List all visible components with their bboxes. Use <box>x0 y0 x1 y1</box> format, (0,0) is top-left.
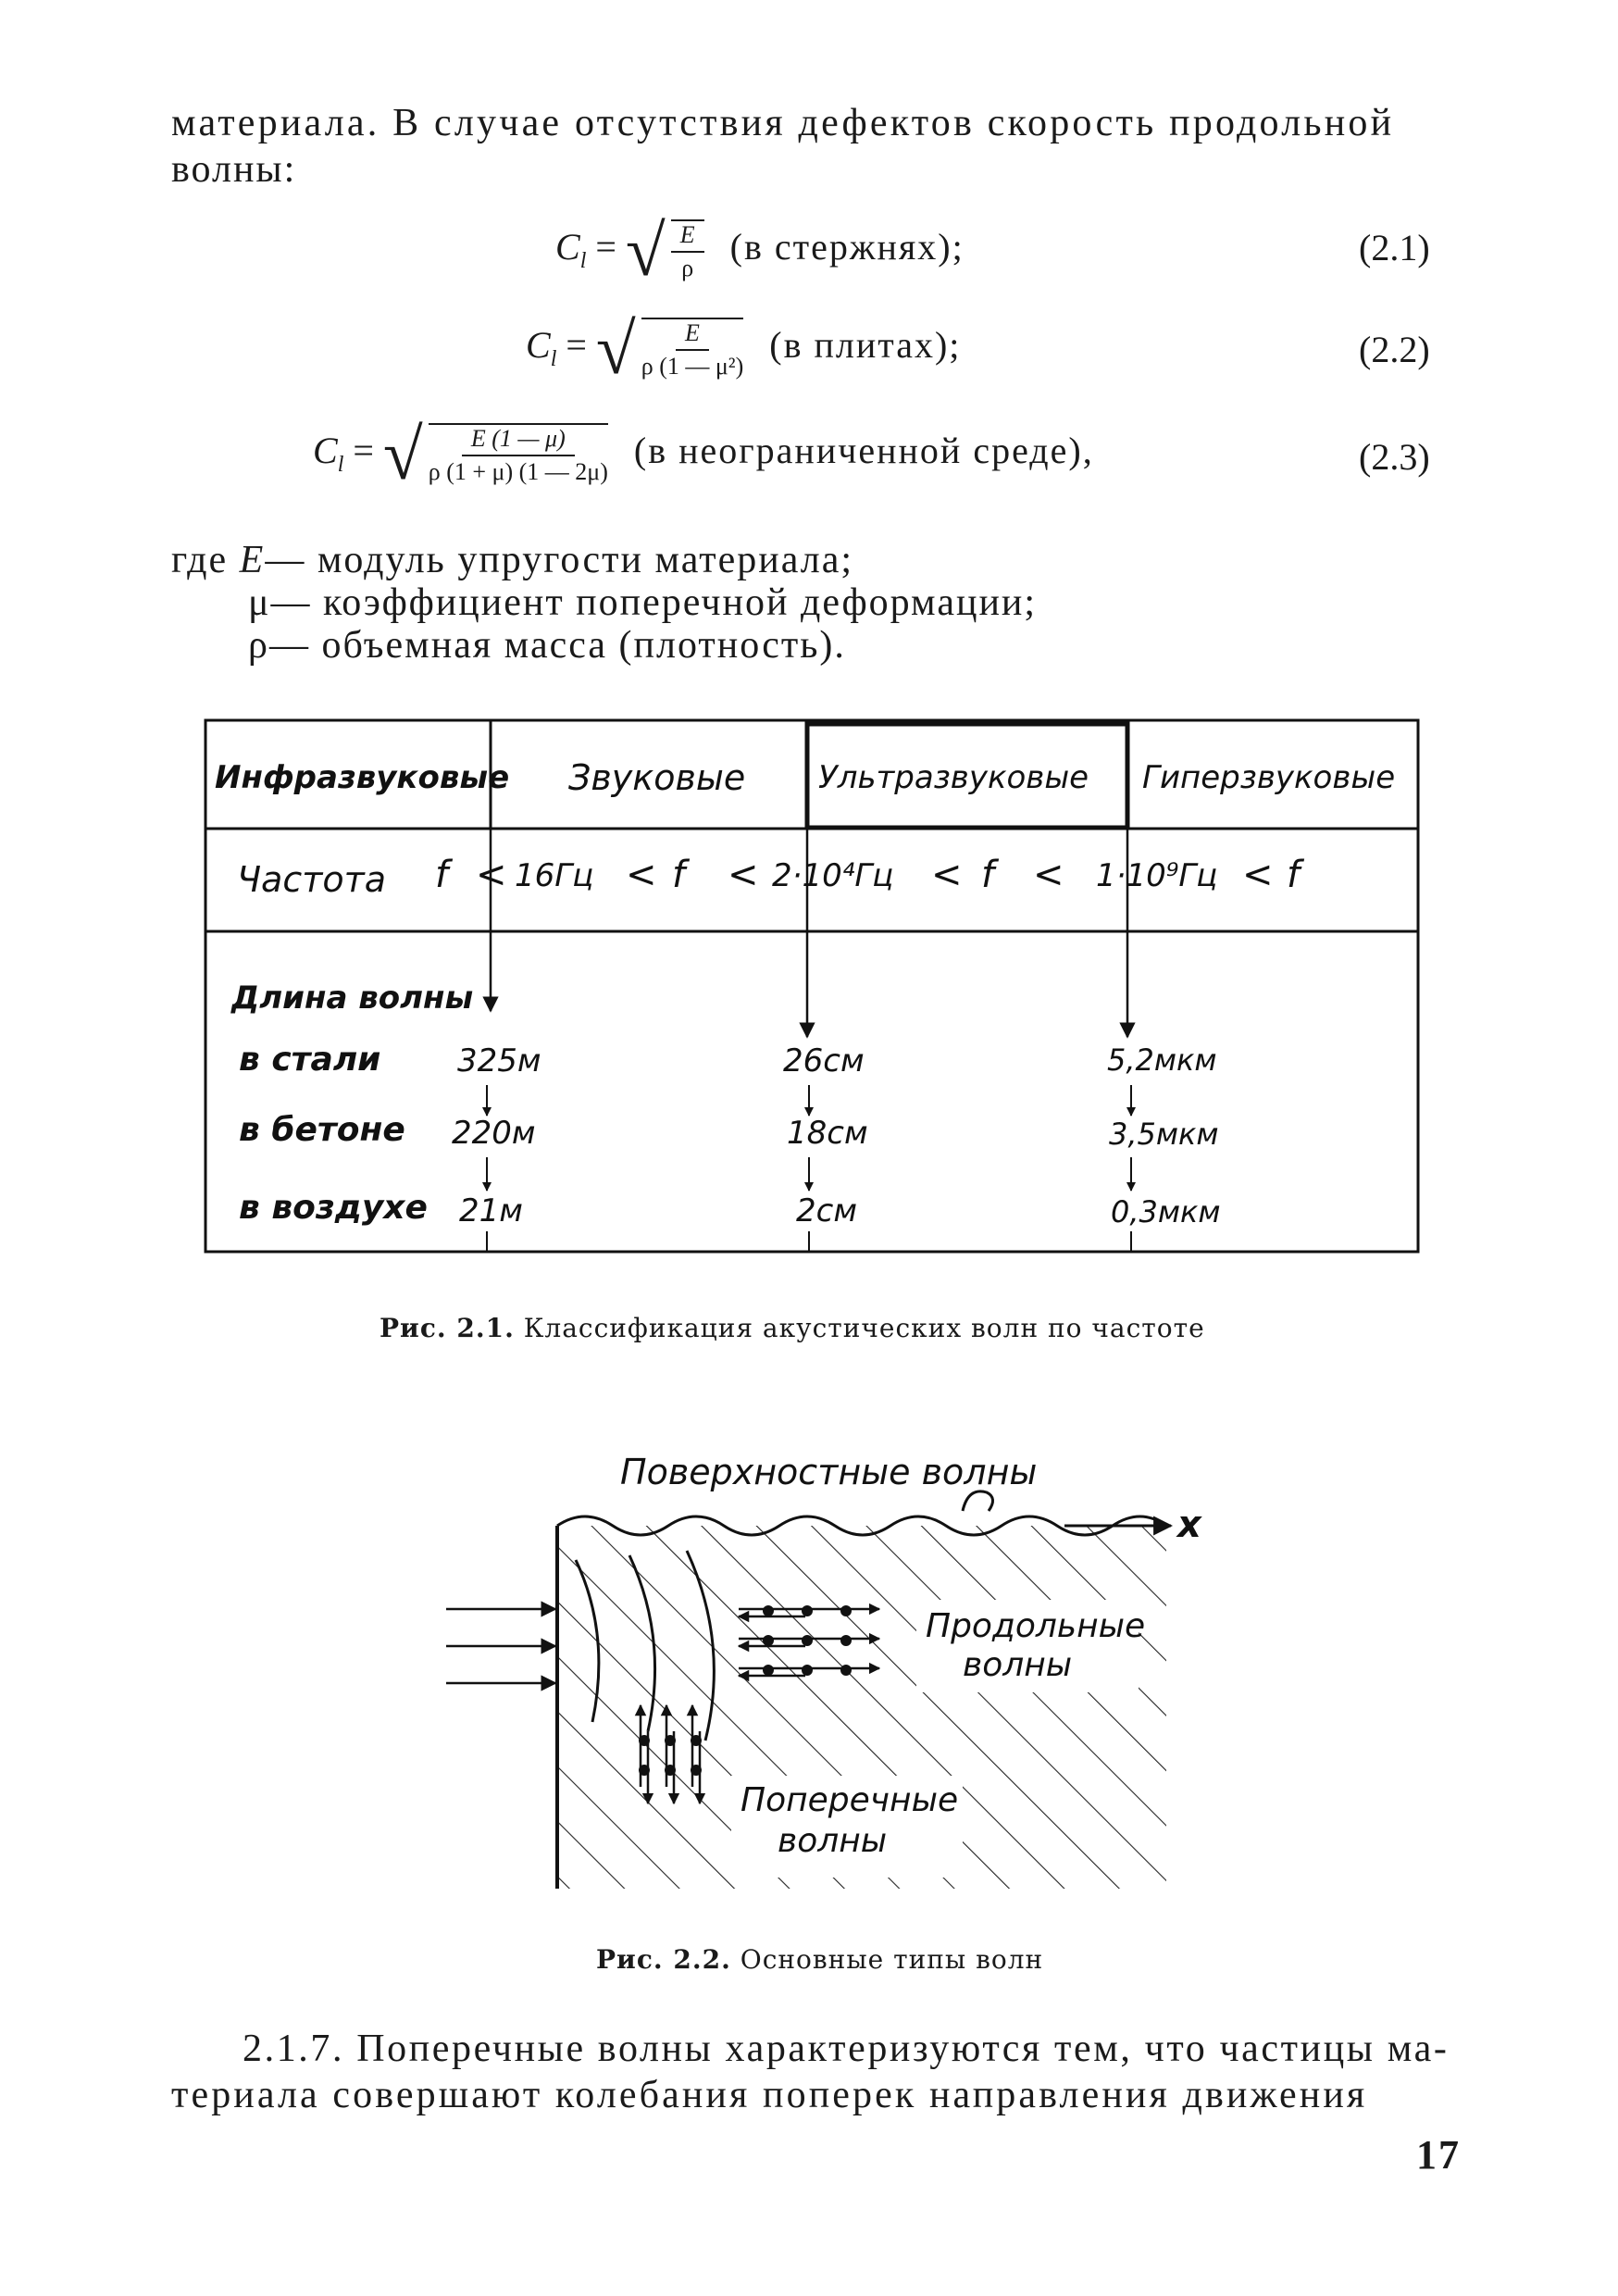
wavelength-value: 0,3мкм <box>1111 1194 1221 1229</box>
freq-part: f <box>1287 854 1301 896</box>
freq-part: 2·10⁴Гц <box>772 857 894 894</box>
medium-name: в бетоне <box>239 1111 405 1149</box>
where-line: μ— коэффициент поперечной деформации; <box>248 581 1038 624</box>
formula-2-3: $C_l$ = √ $\frac{E (1 — \mu)}{\rho (1 + \mu) (1 — 2\mu)}$ (в неограниченной среде), <box>313 414 1094 494</box>
equation-number: (2.2) <box>1359 329 1430 370</box>
paragraph-line: териала совершают колебания поперек направления движения <box>171 2074 1368 2116</box>
wavelength-value: 3,5мкм <box>1109 1117 1219 1152</box>
wavelength-value: 5,2мкм <box>1107 1042 1217 1078</box>
frequency-label: Частота <box>237 859 387 900</box>
freq-part: < <box>1033 854 1064 896</box>
freq-part: < <box>1242 854 1274 896</box>
formula-2-1: $C_l$ = √ $\frac{E}{\rho}$ (в стержнях); <box>555 210 965 291</box>
transverse-waves-label: Поперечные <box>741 1781 959 1819</box>
freq-part: < <box>626 854 657 896</box>
paragraph-line: материала. В случае отсутствия дефектов скорость продольной <box>171 102 1395 144</box>
page-number: 17 <box>1416 2132 1461 2177</box>
freq-part: f <box>672 854 686 896</box>
wavelength-value: 220м <box>452 1115 536 1152</box>
wavelength-value: 2см <box>796 1192 857 1229</box>
paragraph-line: 2.1.7. Поперечные волны характеризуются тем, что частицы ма- <box>243 2028 1450 2070</box>
medium-name: в воздухе <box>239 1189 428 1227</box>
category-header: Гиперзвуковые <box>1142 759 1396 796</box>
wavelength-value: 26см <box>783 1042 865 1079</box>
category-header: Инфразвуковые <box>215 759 510 796</box>
freq-part: < <box>931 854 963 896</box>
freq-part: < <box>476 854 507 896</box>
equation-number: (2.3) <box>1359 436 1430 478</box>
formula-2-2: $C_l$ = √ $\frac{E}{\text{ρ (1 — μ²)}}$ (в плитах); <box>526 308 962 389</box>
freq-part: 1·10⁹Гц <box>1096 857 1218 894</box>
wavelength-value: 325м <box>457 1042 541 1079</box>
longitudinal-waves-label: волны <box>963 1646 1073 1684</box>
wavelength-value: 18см <box>787 1115 868 1152</box>
freq-part: f <box>981 854 995 896</box>
where-line: где E— модуль упругости материала; <box>171 539 854 581</box>
paragraph-line: волны: <box>171 148 297 191</box>
wavelength-value: 21м <box>459 1192 523 1229</box>
equation-number: (2.1) <box>1359 227 1430 268</box>
longitudinal-waves-label: Продольные <box>926 1607 1146 1645</box>
wavelength-title: Длина волны <box>231 980 474 1017</box>
medium-name: в стали <box>239 1041 381 1079</box>
surface-waves-label: Поверхностные волны <box>620 1452 1038 1492</box>
figure-caption: Рис. 2.1. Классификация акустических волн по частоте <box>380 1313 1205 1343</box>
transverse-waves-label: волны <box>778 1822 888 1860</box>
freq-part: 16Гц <box>515 857 594 894</box>
axis-label: x <box>1177 1504 1201 1546</box>
freq-part: < <box>728 854 759 896</box>
figure-caption: Рис. 2.2. Основные типы волн <box>596 1944 1044 1975</box>
where-line: ρ— объемная масса (плотность). <box>248 624 846 667</box>
category-header: Звуковые <box>568 757 746 798</box>
freq-part: f <box>435 854 449 896</box>
category-header: Ультразвуковые <box>818 759 1089 796</box>
